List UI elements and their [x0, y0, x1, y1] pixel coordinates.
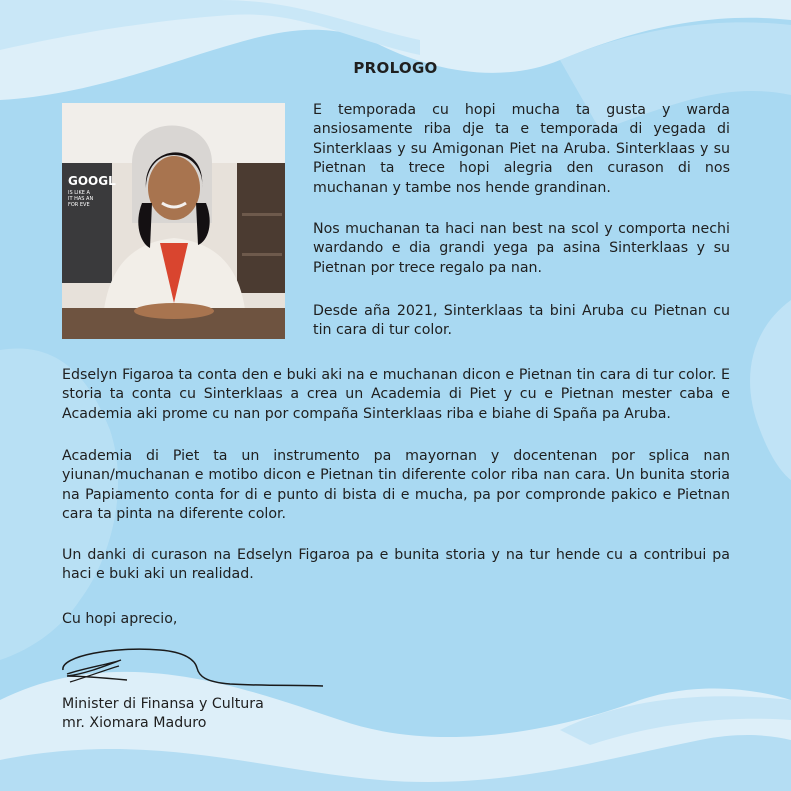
paragraph-thanks: Un danki di curason na Edselyn Figaroa pa e bunita storia y na tur hende cu a contribui pa haci e buki aki un realidad.: [62, 547, 730, 583]
photo-sign-text: IT HAS AN: [68, 196, 94, 202]
paragraph-children: Nos muchanan ta haci nan best na scol y comporta nechi wardando e dia grandi yega pa asina Sinterklaas y su Pietnan por trece regalo pa nan.: [313, 221, 730, 276]
photo-sign-text: GOOGL: [68, 174, 116, 188]
paragraph-since-2021: Desde aña 2021, Sinterklaas ta bini Aruba cu Pietnan cu tin cara di tur color.: [313, 303, 730, 339]
photo-sign-text: FOR EVE: [68, 202, 90, 208]
closing-text: Cu hopi aprecio,: [62, 611, 178, 627]
page-title: [0, 59, 791, 77]
photo-sign-text: IS LIKE A: [68, 190, 90, 196]
signatory-role: Minister di Finansa y Cultura: [62, 696, 264, 712]
minister-photo: [62, 103, 285, 339]
paragraph-intro: E temporada cu hopi mucha ta gusta y warda ansiosamente riba dje ta e temporada di yegada di Sinterklaas y su Amigonan Piet na Aruba. Sinterklaas y su Pietnan ta trece hopi alegria den curason di nos muchanan y tambe nos hende grandinan.: [313, 102, 730, 196]
page-title-text: PROLOGO: [353, 59, 438, 77]
signatory-name: mr. Xiomara Maduro: [62, 715, 207, 731]
paragraph-academy: Academia di Piet ta un instrumento pa mayornan y docentenan por splica nan yiunan/muchanan e motibo dicon e Pietnan tin diferente color riba nan cara. Un bunita storia na Papiamento conta for di e punto di bista di e mucha, pa por compronde pakico e Pietnan cara ta pinta na diferente color.: [62, 448, 730, 523]
paragraph-author-story: Edselyn Figaroa ta conta den e buki aki na e muchanan dicon e Pietnan tin cara di tur color. E storia ta conta cu Sinterklaas a crea un Academia di Piet y cu e Pietnan mester caba e Academia aki prome cu nan por compaña Sinterklaas riba e biahe di Spaña pa Aruba.: [62, 367, 730, 422]
signature: [55, 638, 335, 698]
